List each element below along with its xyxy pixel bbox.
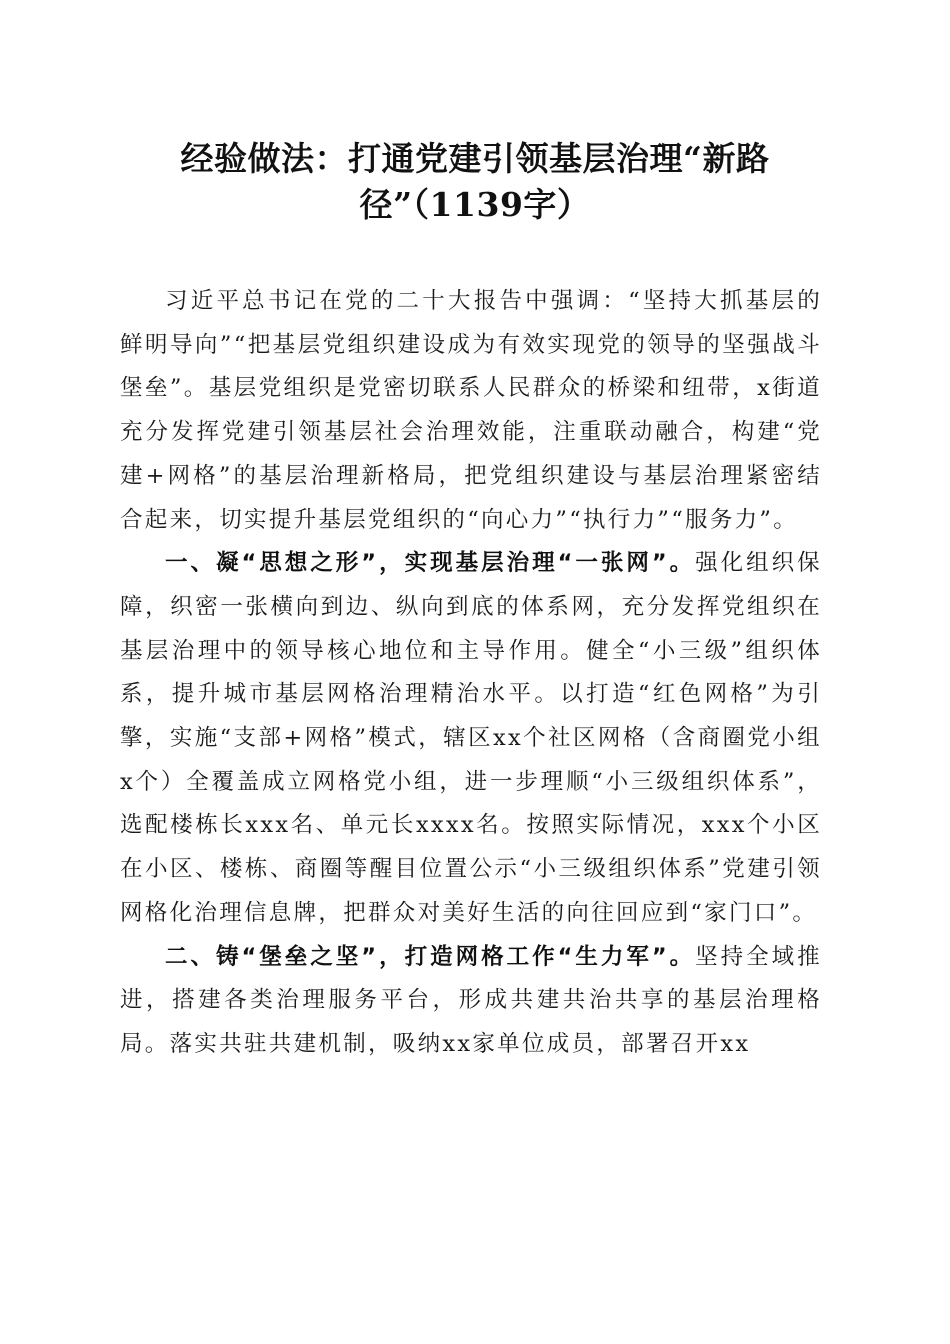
section-2-text: 坚持全域推进，搭建各类治理服务平台，形成共建共治共享的基层治理格局。落实共驻共建机制，吸纳xx家单位成员，部署召开xx	[120, 943, 822, 1057]
paragraph-intro	[120, 280, 822, 542]
paragraph-section-2	[120, 936, 822, 1067]
document-body	[120, 280, 822, 1067]
document-title: 经验做法：打通党建引领基层治理“新路径”（1139字）	[180, 139, 770, 224]
section-1-text: 强化组织保障，织密一张横向到边、纵向到底的体系网，充分发挥党组织在基层治理中的领导核心地位和主导作用。健全“小三级”组织体系，提升城市基层网格治理精治水平。以打造“红色网格”为引擎，实施“支部+网格”模式，辖区xx个社区网格（含商圈党小组x个）全覆盖成立网格党小组，进一步理顺“小三级组织体系”，选配楼栋长xxx名、单元长xxxx名。按照实际情况，xxx个小区在小区、楼栋、商圈等醒目位置公示“小三级组织体系”党建引领网格化治理信息牌，把群众对美好生活的向往回应到“家门口”。	[120, 550, 822, 926]
paragraph-intro-text: 习近平总书记在党的二十大报告中强调：“坚持大抓基层的鲜明导向”“把基层党组织建设成为有效实现党的领导的坚强战斗堡垒”。基层党组织是党密切联系人民群众的桥梁和纽带，x街道充分发挥党建引领基层社会治理效能，注重联动融合，构建“党建+网格”的基层治理新格局，把党组织建设与基层治理紧密结合起来，切实提升基层党组织的“向心力”“执行力”“服务力”。	[120, 288, 822, 533]
paragraph-section-1	[120, 542, 822, 935]
section-1-heading: 一、凝“思想之形”，实现基层治理“一张网”。	[165, 550, 696, 577]
section-2-heading: 二、铸“堡垒之坚”，打造网格工作“生力军”。	[165, 943, 696, 970]
